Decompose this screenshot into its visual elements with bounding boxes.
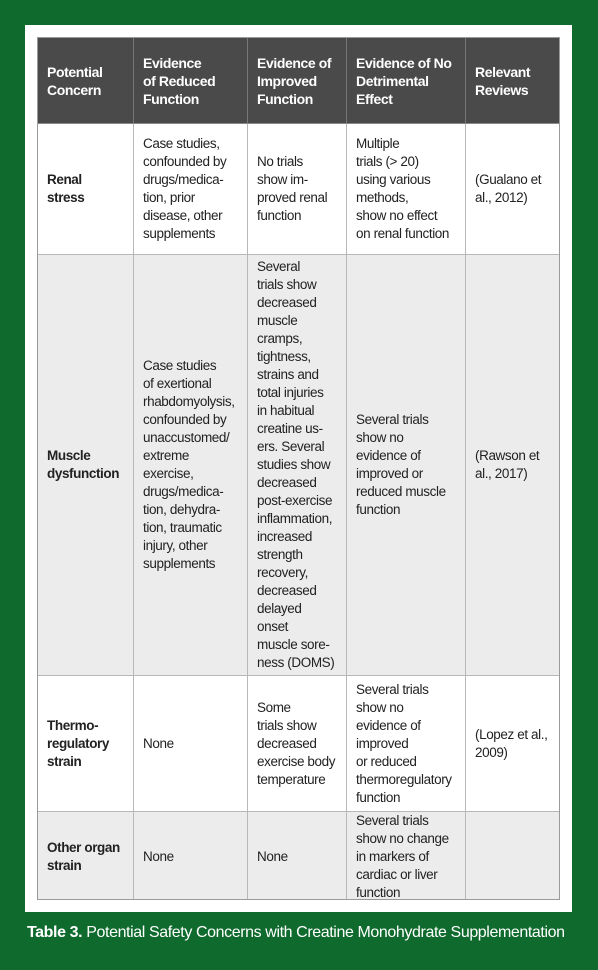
reviews-cell (466, 812, 559, 900)
no-effect-cell: Several trials show no change in markers of cardiac or liver function (347, 812, 466, 900)
reduced-function-cell: Case studies of exertional rhabdomyolysis, confounded by unaccustomed/ extreme exercise, drugs/medica- tion, dehydra- tion, traumatic injury, other supplements (134, 255, 248, 675)
reviews-cell: (Rawson et al., 2017) (475, 448, 540, 481)
reduced-function-cell: Case studies, confounded by drugs/medica- tion, prior disease, other supplements (134, 124, 248, 254)
concern-cell: Renal stress (38, 124, 134, 254)
table-panel (25, 25, 572, 912)
header-improved-function: Evidence of Improved Function (248, 38, 347, 123)
caption-label: Table 3. (27, 924, 83, 941)
table-header-row (38, 38, 559, 124)
table-row (38, 124, 559, 255)
header-relevant-reviews: Relevant Reviews (475, 63, 531, 98)
reviews-cell: (Lopez et al., 2009) (475, 726, 548, 760)
no-effect-cell: Several trials show no evidence of improved or reduced thermoregulatory function (347, 676, 466, 811)
concern-cell: Muscle dysfunction (38, 255, 134, 675)
caption-text: Potential Safety Concerns with Creatine Monohydrate Supplementation (82, 924, 565, 941)
concern-cell: Thermo- regulatory strain (38, 676, 134, 811)
concern-cell: Other organ strain (38, 812, 134, 900)
table-row (38, 676, 559, 812)
table-row (38, 812, 559, 900)
no-effect-cell: Multiple trials (> 20) using various methods, show no effect on renal function (347, 124, 466, 254)
reviews-cell: (Gualano et al., 2012) (475, 172, 542, 205)
table-row (38, 255, 559, 676)
header-no-detrimental-effect: Evidence of No Detrimental Effect (347, 38, 466, 123)
header-potential-concern: Potential Concern (38, 38, 134, 123)
no-effect-cell: Several trials show no evidence of improved or reduced muscle function (347, 255, 466, 675)
improved-function-cell: Several trials show decreased muscle cramps, tightness, strains and total injuries in habitual creatine us- ers. Several studies show decreased post-exercise inflammation, increased strength recovery, decreased delayed onset muscle sore- ness (DOMS) (248, 255, 347, 675)
reduced-function-cell: None (134, 676, 248, 811)
improved-function-cell: No trials show im- proved renal function (248, 124, 347, 254)
safety-table (37, 37, 560, 900)
reduced-function-cell: None (134, 812, 248, 900)
header-reduced-function: Evidence of Reduced Function (134, 38, 248, 123)
table-caption (27, 924, 587, 942)
improved-function-cell: Some trials show decreased exercise body temperature (248, 676, 347, 811)
improved-function-cell: None (248, 812, 347, 900)
